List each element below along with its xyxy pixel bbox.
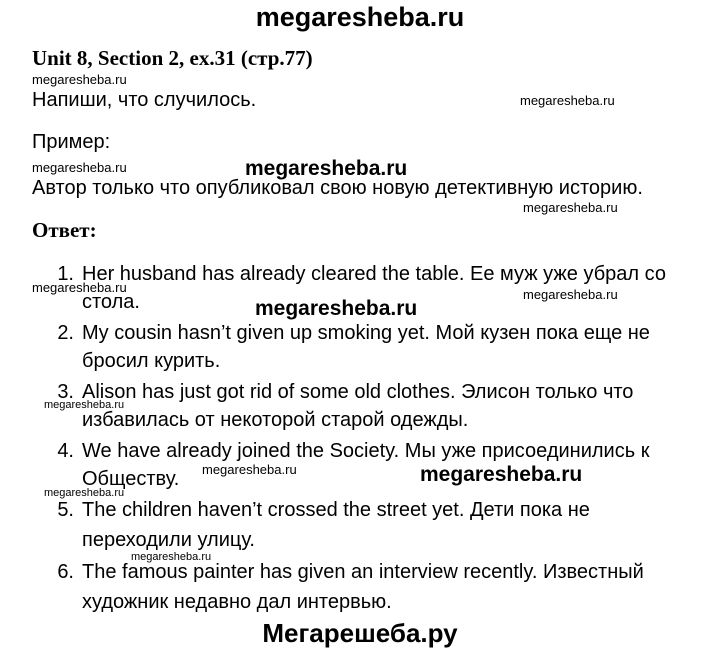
answer-line: Her husband has already cleared the table. Ее муж уже убрал со <box>82 263 666 285</box>
watermark-large: megaresheba.ru <box>245 157 408 180</box>
watermark: megaresheba.ru <box>202 462 297 477</box>
exercise-title: Unit 8, Section 2, ex.31 (стр.77) <box>32 46 313 70</box>
answer-number: 3. <box>57 381 74 403</box>
watermark-large: megaresheba.ru <box>255 297 418 320</box>
watermark-large: megaresheba.ru <box>420 463 583 486</box>
watermark: megaresheba.ru <box>32 160 127 175</box>
answer-number: 1. <box>57 263 74 285</box>
answer-line: бросил курить. <box>82 350 221 372</box>
answer-line: переходили улицу. <box>82 529 255 551</box>
answer-label: Ответ: <box>32 218 97 242</box>
answer-line: Alison has just got rid of some old clothes. Элисон только что <box>82 381 634 403</box>
answer-line: We have already joined the Society. Мы уже присоединились к <box>82 440 650 462</box>
answer-number: 2. <box>57 322 74 344</box>
answer-line: My cousin hasn’t given up smoking yet. Мой кузен пока еще не <box>82 322 650 344</box>
site-header: megaresheba.ru <box>255 2 465 32</box>
answer-line: художник недавно дал интервью. <box>82 591 392 613</box>
exercise-instruction: Напиши, что случилось. <box>32 89 257 111</box>
watermark: megaresheba.ru <box>523 200 618 215</box>
watermark: megaresheba.ru <box>520 93 615 108</box>
watermark: megaresheba.ru <box>32 280 127 295</box>
watermark: megaresheba.ru <box>131 551 212 563</box>
answer-line: Обществу. <box>82 468 180 490</box>
answer-number: 6. <box>57 561 74 583</box>
watermark: megaresheba.ru <box>44 487 125 499</box>
example-text: Автор только что опубликовал свою новую детективную историю. <box>32 177 643 199</box>
watermark: megaresheba.ru <box>32 72 127 87</box>
answer-number: 4. <box>57 440 74 462</box>
watermark: megaresheba.ru <box>44 399 125 411</box>
answer-line: The children haven’t crossed the street yet. Дети пока не <box>82 499 590 521</box>
answer-line: избавилась от некоторой старой одежды. <box>82 409 469 431</box>
watermark: megaresheba.ru <box>523 287 618 302</box>
answer-number: 5. <box>57 499 74 521</box>
site-footer: Мегарешеба.ру <box>262 618 458 648</box>
answer-line: стола. <box>82 291 140 313</box>
answer-line: The famous painter has given an interview recently. Известный <box>82 561 644 583</box>
example-label: Пример: <box>32 131 111 153</box>
